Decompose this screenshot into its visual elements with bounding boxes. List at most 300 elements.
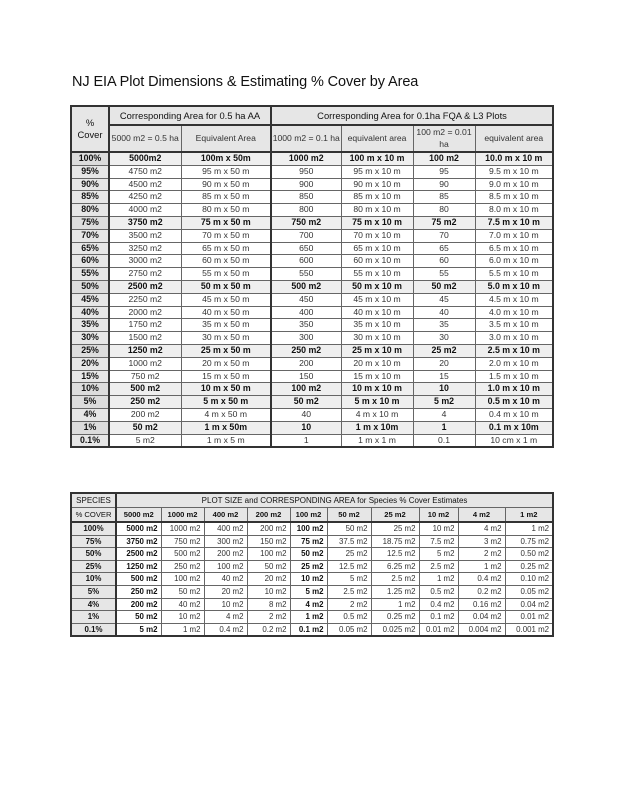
area-cell: 100 m2: [290, 522, 327, 535]
area-cell: 40 m2: [204, 573, 247, 586]
area-cell: 5.5 m x 10 m: [475, 268, 553, 281]
area-cell: 25 m x 10 m: [341, 344, 413, 357]
area-cell: 750 m2: [109, 370, 181, 383]
area-cell: 1000 m2: [109, 357, 181, 370]
table-row: [71, 370, 553, 383]
area-cell: 30: [413, 332, 475, 345]
area-cell: 0.5 m2: [419, 585, 458, 598]
area-cell: 9.0 m x 10 m: [475, 178, 553, 191]
plot-dimensions-table: [70, 105, 554, 448]
cover-percent-cell: 65%: [71, 242, 109, 255]
cover-percent-cell: 0.1%: [71, 434, 109, 447]
area-cell: 600: [271, 255, 341, 268]
area-cell: 0.01 m2: [419, 623, 458, 636]
area-cell: 85 m x 50 m: [181, 191, 271, 204]
table-row: [71, 306, 553, 319]
subheader: equivalent area: [341, 125, 413, 152]
area-cell: 30 m x 50 m: [181, 332, 271, 345]
cover-percent-cell: 45%: [71, 293, 109, 306]
cover-header-bottom: Cover: [77, 129, 103, 140]
area-cell: 75 m2: [413, 216, 475, 229]
area-cell: 1: [413, 421, 475, 434]
area-cell: 7.0 m x 10 m: [475, 229, 553, 242]
table-row: [71, 623, 553, 636]
table-row: [71, 573, 553, 586]
area-cell: 200 m2: [204, 548, 247, 561]
species-cover-table: [70, 492, 554, 637]
group-header-fqa: Corresponding Area for 0.1ha FQA & L3 Plots: [271, 106, 553, 125]
area-cell: 80: [413, 204, 475, 217]
area-cell: 1.5 m x 10 m: [475, 370, 553, 383]
area-cell: 10 cm x 1 m: [475, 434, 553, 447]
area-cell: 35 m x 50 m: [181, 319, 271, 332]
cover-percent-cell: 25%: [71, 560, 116, 573]
table-row: [71, 268, 553, 281]
area-cell: 4.0 m x 10 m: [475, 306, 553, 319]
area-cell: 0.1 m2: [290, 623, 327, 636]
area-cell: 40 m x 10 m: [341, 306, 413, 319]
area-cell: 1 m x 1 m: [341, 434, 413, 447]
area-cell: 1.25 m2: [371, 585, 419, 598]
area-cell: 0.001 m2: [505, 623, 553, 636]
page-title: NJ EIA Plot Dimensions & Estimating % Cover by Area: [72, 74, 419, 90]
cover-percent-cell: 1%: [71, 611, 116, 624]
area-cell: 500 m2: [109, 383, 181, 396]
area-cell: 4 m x 50 m: [181, 408, 271, 421]
table-row: [71, 408, 553, 421]
area-cell: 450: [271, 293, 341, 306]
area-cell: 5 m2: [109, 434, 181, 447]
area-cell: 75 m x 50 m: [181, 216, 271, 229]
area-cell: 85: [413, 191, 475, 204]
area-cell: 35: [413, 319, 475, 332]
area-cell: 0.25 m2: [505, 560, 553, 573]
area-cell: 35 m x 10 m: [341, 319, 413, 332]
area-cell: 75 m x 10 m: [341, 216, 413, 229]
area-cell: 800: [271, 204, 341, 217]
area-cell: 50 m x 10 m: [341, 280, 413, 293]
area-cell: 0.025 m2: [371, 623, 419, 636]
area-cell: 3000 m2: [109, 255, 181, 268]
area-cell: 4250 m2: [109, 191, 181, 204]
area-cell: 20 m2: [247, 573, 290, 586]
area-cell: 95 m x 10 m: [341, 165, 413, 178]
area-cell: 0.4 m x 10 m: [475, 408, 553, 421]
table-row: [71, 585, 553, 598]
table-row: [71, 344, 553, 357]
area-cell: 5 m2: [290, 585, 327, 598]
cover-percent-cell: 5%: [71, 396, 109, 409]
area-cell: 1 m2: [458, 560, 505, 573]
cover-percent-cell: 0.1%: [71, 623, 116, 636]
plot-size-column-header: 10 m2: [419, 508, 458, 523]
cover-percent-cell: 4%: [71, 598, 116, 611]
cover-percent-cell: 85%: [71, 191, 109, 204]
area-cell: 50 m2: [247, 560, 290, 573]
cover-header: % COVER: [71, 508, 116, 523]
area-cell: 300: [271, 332, 341, 345]
area-cell: 2 m2: [327, 598, 371, 611]
area-cell: 0.10 m2: [505, 573, 553, 586]
table-row: [71, 319, 553, 332]
area-cell: 250 m2: [271, 344, 341, 357]
cover-percent-cell: 50%: [71, 280, 109, 293]
area-cell: 2.5 m2: [327, 585, 371, 598]
area-cell: 150 m2: [247, 535, 290, 548]
plot-size-column-header: 25 m2: [371, 508, 419, 523]
area-cell: 0.2 m2: [458, 585, 505, 598]
table-row: [71, 178, 553, 191]
area-cell: 5 m2: [327, 573, 371, 586]
area-cell: 400: [271, 306, 341, 319]
area-cell: 900: [271, 178, 341, 191]
cover-percent-cell: 100%: [71, 152, 109, 165]
area-cell: 300 m2: [204, 535, 247, 548]
area-cell: 25 m2: [371, 522, 419, 535]
area-cell: 4 m2: [290, 598, 327, 611]
area-cell: 5000m2: [109, 152, 181, 165]
area-cell: 100m x 50m: [181, 152, 271, 165]
area-cell: 10 m x 50 m: [181, 383, 271, 396]
area-cell: 2.5 m2: [371, 573, 419, 586]
plot-size-column-header: 4 m2: [458, 508, 505, 523]
area-cell: 10 m2: [419, 522, 458, 535]
area-cell: 0.5 m2: [327, 611, 371, 624]
area-cell: 0.75 m2: [505, 535, 553, 548]
area-cell: 150: [271, 370, 341, 383]
plot-size-header: PLOT SIZE and CORRESPONDING AREA for Species % Cover Estimates: [116, 493, 553, 508]
table-row: [71, 152, 553, 165]
area-cell: 12.5 m2: [371, 548, 419, 561]
area-cell: 3.5 m x 10 m: [475, 319, 553, 332]
cover-header-top: %: [85, 117, 95, 128]
area-cell: 2000 m2: [109, 306, 181, 319]
table-row: [71, 191, 553, 204]
area-cell: 2250 m2: [109, 293, 181, 306]
table-row: [71, 522, 553, 535]
area-cell: 25 m x 50 m: [181, 344, 271, 357]
area-cell: 20 m x 50 m: [181, 357, 271, 370]
cover-percent-cell: 30%: [71, 332, 109, 345]
area-cell: 65: [413, 242, 475, 255]
area-cell: 50 m2: [290, 548, 327, 561]
area-cell: 55: [413, 268, 475, 281]
table-row: [71, 255, 553, 268]
area-cell: 0.04 m2: [458, 611, 505, 624]
area-cell: 0.4 m2: [458, 573, 505, 586]
area-cell: 1500 m2: [109, 332, 181, 345]
area-cell: 750 m2: [161, 535, 204, 548]
area-cell: 65 m x 50 m: [181, 242, 271, 255]
cover-percent-cell: 1%: [71, 421, 109, 434]
area-cell: 65 m x 10 m: [341, 242, 413, 255]
area-cell: 95: [413, 165, 475, 178]
area-cell: 45: [413, 293, 475, 306]
area-cell: 0.4 m2: [204, 623, 247, 636]
table-row: [71, 204, 553, 217]
area-cell: 3250 m2: [109, 242, 181, 255]
area-cell: 5 m x 10 m: [341, 396, 413, 409]
area-cell: 0.1 m x 10m: [475, 421, 553, 434]
cover-percent-cell: 40%: [71, 306, 109, 319]
area-cell: 10 m2: [290, 573, 327, 586]
area-cell: 50 m2: [271, 396, 341, 409]
area-cell: 200 m2: [247, 522, 290, 535]
species-header: SPECIES: [71, 493, 116, 508]
area-cell: 20: [413, 357, 475, 370]
area-cell: 60 m x 50 m: [181, 255, 271, 268]
area-cell: 50 m2: [116, 611, 161, 624]
area-cell: 200 m2: [109, 408, 181, 421]
area-cell: 500 m2: [161, 548, 204, 561]
subheader: equivalent area: [475, 125, 553, 152]
area-cell: 85 m x 10 m: [341, 191, 413, 204]
area-cell: 1250 m2: [116, 560, 161, 573]
area-cell: 1000 m2: [271, 152, 341, 165]
area-cell: 4500 m2: [109, 178, 181, 191]
area-cell: 100 m2: [204, 560, 247, 573]
area-cell: 95 m x 50 m: [181, 165, 271, 178]
plot-size-column-header: 400 m2: [204, 508, 247, 523]
area-cell: 6.0 m x 10 m: [475, 255, 553, 268]
area-cell: 10 m2: [161, 611, 204, 624]
table-row: [71, 293, 553, 306]
area-cell: 70: [413, 229, 475, 242]
plot-size-column-header: 50 m2: [327, 508, 371, 523]
area-cell: 100 m2: [161, 573, 204, 586]
area-cell: 18.75 m2: [371, 535, 419, 548]
area-cell: 10: [271, 421, 341, 434]
cover-percent-cell: 5%: [71, 585, 116, 598]
area-cell: 4 m x 10 m: [341, 408, 413, 421]
area-cell: 50 m2: [327, 522, 371, 535]
table-row: [71, 434, 553, 447]
area-cell: 90 m x 10 m: [341, 178, 413, 191]
area-cell: 6.25 m2: [371, 560, 419, 573]
area-cell: 850: [271, 191, 341, 204]
area-cell: 500 m2: [271, 280, 341, 293]
area-cell: 700: [271, 229, 341, 242]
area-cell: 1 m2: [371, 598, 419, 611]
area-cell: 80 m x 10 m: [341, 204, 413, 217]
cover-percent-cell: 35%: [71, 319, 109, 332]
area-cell: 10 m2: [204, 598, 247, 611]
area-cell: 1250 m2: [109, 344, 181, 357]
table-row: [71, 357, 553, 370]
area-cell: 2750 m2: [109, 268, 181, 281]
area-cell: 25 m2: [327, 548, 371, 561]
area-cell: 250 m2: [116, 585, 161, 598]
area-cell: 250 m2: [109, 396, 181, 409]
area-cell: 2.0 m x 10 m: [475, 357, 553, 370]
cover-percent-cell: 25%: [71, 344, 109, 357]
area-cell: 1: [271, 434, 341, 447]
area-cell: 8 m2: [247, 598, 290, 611]
area-cell: 0.2 m2: [247, 623, 290, 636]
table-row: [71, 535, 553, 548]
area-cell: 500 m2: [116, 573, 161, 586]
plot-size-column-header: 5000 m2: [116, 508, 161, 523]
table-row: [71, 396, 553, 409]
area-cell: 15 m x 50 m: [181, 370, 271, 383]
area-cell: 100 m2: [271, 383, 341, 396]
area-cell: 100 m2: [247, 548, 290, 561]
area-cell: 70 m x 50 m: [181, 229, 271, 242]
cover-percent-cell: 55%: [71, 268, 109, 281]
area-cell: 1 m x 5 m: [181, 434, 271, 447]
area-cell: 7.5 m x 10 m: [475, 216, 553, 229]
area-cell: 15: [413, 370, 475, 383]
cover-percent-cell: 80%: [71, 204, 109, 217]
area-cell: 200: [271, 357, 341, 370]
table-row: [71, 421, 553, 434]
area-cell: 100 m2: [413, 152, 475, 165]
area-cell: 5 m2: [413, 396, 475, 409]
area-cell: 50 m2: [413, 280, 475, 293]
area-cell: 5 m x 50 m: [181, 396, 271, 409]
area-cell: 6.5 m x 10 m: [475, 242, 553, 255]
area-cell: 0.004 m2: [458, 623, 505, 636]
table-row: [71, 229, 553, 242]
area-cell: 40 m2: [161, 598, 204, 611]
area-cell: 40: [271, 408, 341, 421]
area-cell: 0.5 m x 10 m: [475, 396, 553, 409]
area-cell: 0.1 m2: [419, 611, 458, 624]
area-cell: 50 m2: [161, 585, 204, 598]
area-cell: 2500 m2: [116, 548, 161, 561]
table-row: [71, 560, 553, 573]
area-cell: 1 m2: [290, 611, 327, 624]
area-cell: 25 m2: [290, 560, 327, 573]
area-cell: 8.0 m x 10 m: [475, 204, 553, 217]
cover-percent-cell: 75%: [71, 535, 116, 548]
area-cell: 350: [271, 319, 341, 332]
area-cell: 1 m x 50m: [181, 421, 271, 434]
area-cell: 4.5 m x 10 m: [475, 293, 553, 306]
area-cell: 0.1: [413, 434, 475, 447]
area-cell: 1 m2: [419, 573, 458, 586]
cover-percent-cell: 70%: [71, 229, 109, 242]
area-cell: 80 m x 50 m: [181, 204, 271, 217]
cover-percent-cell: 75%: [71, 216, 109, 229]
area-cell: 12.5 m2: [327, 560, 371, 573]
cover-percent-cell: 4%: [71, 408, 109, 421]
area-cell: 20 m2: [204, 585, 247, 598]
column-header-row: [71, 508, 553, 523]
area-cell: 3750 m2: [116, 535, 161, 548]
cover-percent-cell: 60%: [71, 255, 109, 268]
area-cell: 2 m2: [458, 548, 505, 561]
area-cell: 37.5 m2: [327, 535, 371, 548]
area-cell: 40: [413, 306, 475, 319]
area-cell: 15 m x 10 m: [341, 370, 413, 383]
cover-percent-cell: 100%: [71, 522, 116, 535]
area-cell: 2500 m2: [109, 280, 181, 293]
area-cell: 7.5 m2: [419, 535, 458, 548]
area-cell: 1 m2: [505, 522, 553, 535]
plot-size-column-header: 1000 m2: [161, 508, 204, 523]
table-row: [71, 242, 553, 255]
area-cell: 650: [271, 242, 341, 255]
cover-percent-cell: 20%: [71, 357, 109, 370]
area-cell: 55 m x 50 m: [181, 268, 271, 281]
area-cell: 3 m2: [458, 535, 505, 548]
area-cell: 5 m2: [116, 623, 161, 636]
subheader: 5000 m2 = 0.5 ha: [109, 125, 181, 152]
area-cell: 400 m2: [204, 522, 247, 535]
area-cell: 950: [271, 165, 341, 178]
area-cell: 4750 m2: [109, 165, 181, 178]
area-cell: 3750 m2: [109, 216, 181, 229]
area-cell: 50 m2: [109, 421, 181, 434]
area-cell: 90: [413, 178, 475, 191]
area-cell: 10 m2: [247, 585, 290, 598]
cover-header: [71, 106, 109, 152]
area-cell: 0.25 m2: [371, 611, 419, 624]
area-cell: 60 m x 10 m: [341, 255, 413, 268]
area-cell: 2 m2: [247, 611, 290, 624]
area-cell: 0.50 m2: [505, 548, 553, 561]
area-cell: 3500 m2: [109, 229, 181, 242]
area-cell: 75 m2: [290, 535, 327, 548]
area-cell: 20 m x 10 m: [341, 357, 413, 370]
area-cell: 10: [413, 383, 475, 396]
table-row: [71, 611, 553, 624]
table-row: [71, 383, 553, 396]
area-cell: 10 m x 10 m: [341, 383, 413, 396]
cover-percent-cell: 15%: [71, 370, 109, 383]
table-row: [71, 165, 553, 178]
area-cell: 50 m x 50 m: [181, 280, 271, 293]
area-cell: 1.0 m x 10 m: [475, 383, 553, 396]
table-row: [71, 216, 553, 229]
cover-percent-cell: 50%: [71, 548, 116, 561]
area-cell: 9.5 m x 10 m: [475, 165, 553, 178]
area-cell: 5000 m2: [116, 522, 161, 535]
area-cell: 10.0 m x 10 m: [475, 152, 553, 165]
area-cell: 0.05 m2: [505, 585, 553, 598]
table-row: [71, 332, 553, 345]
area-cell: 25 m2: [413, 344, 475, 357]
plot-size-column-header: 1 m2: [505, 508, 553, 523]
area-cell: 2.5 m x 10 m: [475, 344, 553, 357]
cover-percent-cell: 10%: [71, 573, 116, 586]
area-cell: 60: [413, 255, 475, 268]
table-row: [71, 598, 553, 611]
area-cell: 40 m x 50 m: [181, 306, 271, 319]
area-cell: 1 m2: [161, 623, 204, 636]
area-cell: 0.16 m2: [458, 598, 505, 611]
area-cell: 8.5 m x 10 m: [475, 191, 553, 204]
table-row: [71, 280, 553, 293]
area-cell: 4 m2: [458, 522, 505, 535]
subheader: 1000 m2 = 0.1 ha: [271, 125, 341, 152]
area-cell: 750 m2: [271, 216, 341, 229]
area-cell: 5 m2: [419, 548, 458, 561]
area-cell: 45 m x 10 m: [341, 293, 413, 306]
subheader: Equivalent Area: [181, 125, 271, 152]
area-cell: 100 m x 10 m: [341, 152, 413, 165]
area-cell: 70 m x 10 m: [341, 229, 413, 242]
area-cell: 4000 m2: [109, 204, 181, 217]
area-cell: 550: [271, 268, 341, 281]
area-cell: 1 m x 10m: [341, 421, 413, 434]
cover-percent-cell: 95%: [71, 165, 109, 178]
area-cell: 0.05 m2: [327, 623, 371, 636]
area-cell: 45 m x 50 m: [181, 293, 271, 306]
area-cell: 0.04 m2: [505, 598, 553, 611]
subheader: 100 m2 = 0.01 ha: [413, 125, 475, 152]
